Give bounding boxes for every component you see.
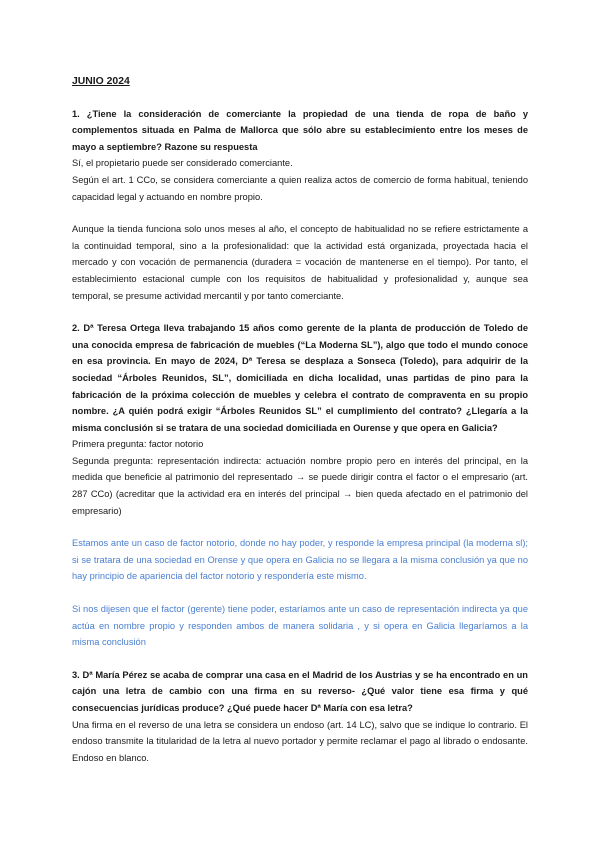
answer-1-line-2: Según el art. 1 CCo, se considera comerciante a quien realiza actos de comercio de forma habitual, teniendo capacidad legal y actuando en nombre propio. xyxy=(72,174,528,202)
answer-1-line-1: Sí, el propietario puede ser considerado comerciante. xyxy=(72,158,293,169)
blue-note-1: Estamos ante un caso de factor notorio, donde no hay poder, y responde la empresa principal (la moderna sl); si se tratara de una sociedad en Orense y que opera en Galicia no se llegara a la misma conclusión ya que no hay principio de apariencia del factor notorio y respondería este mismo. xyxy=(72,538,528,582)
question-3: 3. Dª María Pérez se acaba de comprar una casa en el Madrid de los Austrias y se ha encontrado en un cajón una letra de cambio con una firma en su reverso- ¿Qué valor tiene esa firma y qué consecuencias jurídicas produce? ¿Qué puede hacer Dª María con esa letra? xyxy=(72,669,528,713)
answer-2-paragraph-2: Segunda pregunta: representación indirecta: actuación nombre propio pero en interés del principal, en la medida que beneficie al patrimonio del representado → se puede dirigir contra el factor o el empresario (art. 287 CCo) (acreditar que la actividad era en interés del principal → bien queda afectado en el patrimonio del empresario) xyxy=(72,455,528,516)
answer-3-paragraph: Una firma en el reverso de una letra se considera un endoso (art. 14 LC), salvo que se indique lo contrario. El endoso transmite la titularidad de la letra al nuevo portador y permite reclamar el pago al librado o endosante. Endoso en blanco. xyxy=(72,719,528,763)
spacer xyxy=(72,585,528,601)
doc-title: JUNIO 2024 xyxy=(72,76,130,87)
document-page xyxy=(72,74,528,766)
question-1: 1. ¿Tiene la consideración de comerciante la propiedad de una tienda de ropa de baño y complementos situada en Palma de Mallorca que sólo abre su establecimiento entre los meses de mayo a septiembre? Razone su respuesta xyxy=(72,108,528,152)
spacer xyxy=(72,205,528,221)
spacer xyxy=(72,519,528,535)
spacer xyxy=(72,304,528,320)
answer-2-line-1: Primera pregunta: factor notorio xyxy=(72,439,204,450)
spacer xyxy=(72,651,528,667)
answer-1-paragraph-3: Aunque la tienda funciona solo unos meses al año, el concepto de habitualidad no se refiere estrictamente a la continuidad temporal, sino a la profesionalidad: que la actividad está organizada, proyectada hacia el mercado y con vocación de permanencia (duradera = vocación de mantenerse en el tiempo). Por tanto, el establecimiento estacional cumple con los requisitos de habitualidad y profesionalidad y, aunque sea temporal, se presume actividad mercantil y por tanto comerciante. xyxy=(72,224,528,301)
blue-note-2: Si nos dijesen que el factor (gerente) tiene poder, estaríamos ante un caso de representación indirecta ya que actúa en nombre propio y responden ambos de manera solidaria , y si opera en Galicia llegaríamos a la misma conclusión xyxy=(72,604,528,648)
question-2: 2. Dª Teresa Ortega lleva trabajando 15 años como gerente de la planta de producción de Toledo de una conocida empresa de fabricación de muebles (“La Moderna SL”), algo que todo el mundo conoce en esa provincia. En mayo de 2024, Dª Teresa se desplaza a Sonseca (Toledo), para adquirir de la sociedad “Árboles Reunidos, SL”, domiciliada en dicha localidad, unas partidas de pino para la fabricación de la próxima colección de muebles y celebra el contrato de compraventa en su propio nombre. ¿A quién podrá exigir “Árboles Reunidos SL” el cumplimiento del contrato? ¿Llegaría a la misma conclusión si se tratara de una sociedad domiciliada en Ourense y que opera en Galicia? xyxy=(72,323,528,433)
